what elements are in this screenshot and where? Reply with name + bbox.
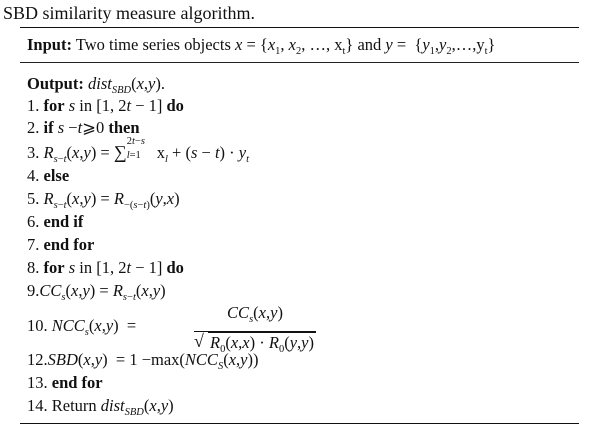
header-rule — [20, 62, 579, 63]
step-7: 7. end for — [27, 235, 95, 254]
top-rule — [20, 27, 579, 28]
bottom-rule — [20, 423, 579, 424]
input-x-definition: $x = \{x_1$, $x_2$, …, $x_t$} — [235, 35, 358, 57]
algorithm-title: SBD similarity measure algorithm. — [3, 3, 255, 23]
step-3: 3. $R_{s-t}(x,y)$ = ∑ 2t−s l=1 $x_l + (s - t) \cdot y_t$ — [27, 136, 250, 165]
step-13: 13. end for — [27, 373, 103, 392]
input-y-definition: $y = \{y_1,y_2,\dots,y_t\}$ — [385, 35, 496, 57]
step-1: 1. for s in [1, 2t − 1] do — [27, 96, 184, 115]
step-6: 6. end if — [27, 212, 84, 231]
step-9: $9.CC_s(x,y) = R_{s-t}(x,y)$ — [27, 281, 166, 303]
output-expression: dist$_{SBD}$(x,y). — [87, 74, 165, 96]
input-and: and — [357, 35, 382, 54]
step-14: 14. Return dist$_{SBD}$(x,y) — [27, 396, 174, 418]
algorithm-box: SBD similarity measure algorithm. Input: Two time series objects $x = \{x_1$, $x_2$, …, $x_t$} and $y = \{y_1,y_2,\dots,y_t\}$ Output: dist$_{SBD}$(x,y). 1. for s in [1, 2t − 1] do 2. if s −t⩾0 then 3. $R_{s-t}(x,y)$ = ∑ 2t−s l=1 $x_l + (s - t) \cdot y_t$ 4. else 5. $R_{s-t}(x,y) = R_{-(s-t)}(y,x)$ 6. end if 7. end for 8. for s in [1, 2t − 1] do $9.CC_s(x,y) = R_{s-t}(x,y)$ 10. $NCC_s(x,y)$ = $CC_s(x,y)$ √ $R_0(x,x) \cdot R_0(y,y)$ $12.SBD(x,y) = 1 -\max(NCC_S(x,y))$ 13. end for 14. Return dist$_{SBD}$(x,y) — [0, 0, 593, 427]
input-label: Input: — [27, 35, 72, 54]
step-5: 5. $R_{s-t}(x,y) = R_{-(s-t)}(y,x)$ — [27, 189, 180, 211]
input-line — [27, 34, 495, 63]
step-12: $12.SBD(x,y) = 1 -\max(NCC_S(x,y))$ — [27, 350, 259, 372]
step-2: 2. if s −t⩾0 then — [27, 118, 140, 137]
ncc-fraction: $CC_s(x,y)$ √ $R_0(x,x) \cdot R_0(y,y)$ — [194, 303, 314, 355]
step-8: 8. for s in [1, 2t − 1] do — [27, 258, 184, 277]
step-4: 4. else — [27, 166, 70, 185]
output-label: Output: — [27, 74, 84, 93]
input-text: Two time series objects — [75, 35, 231, 54]
